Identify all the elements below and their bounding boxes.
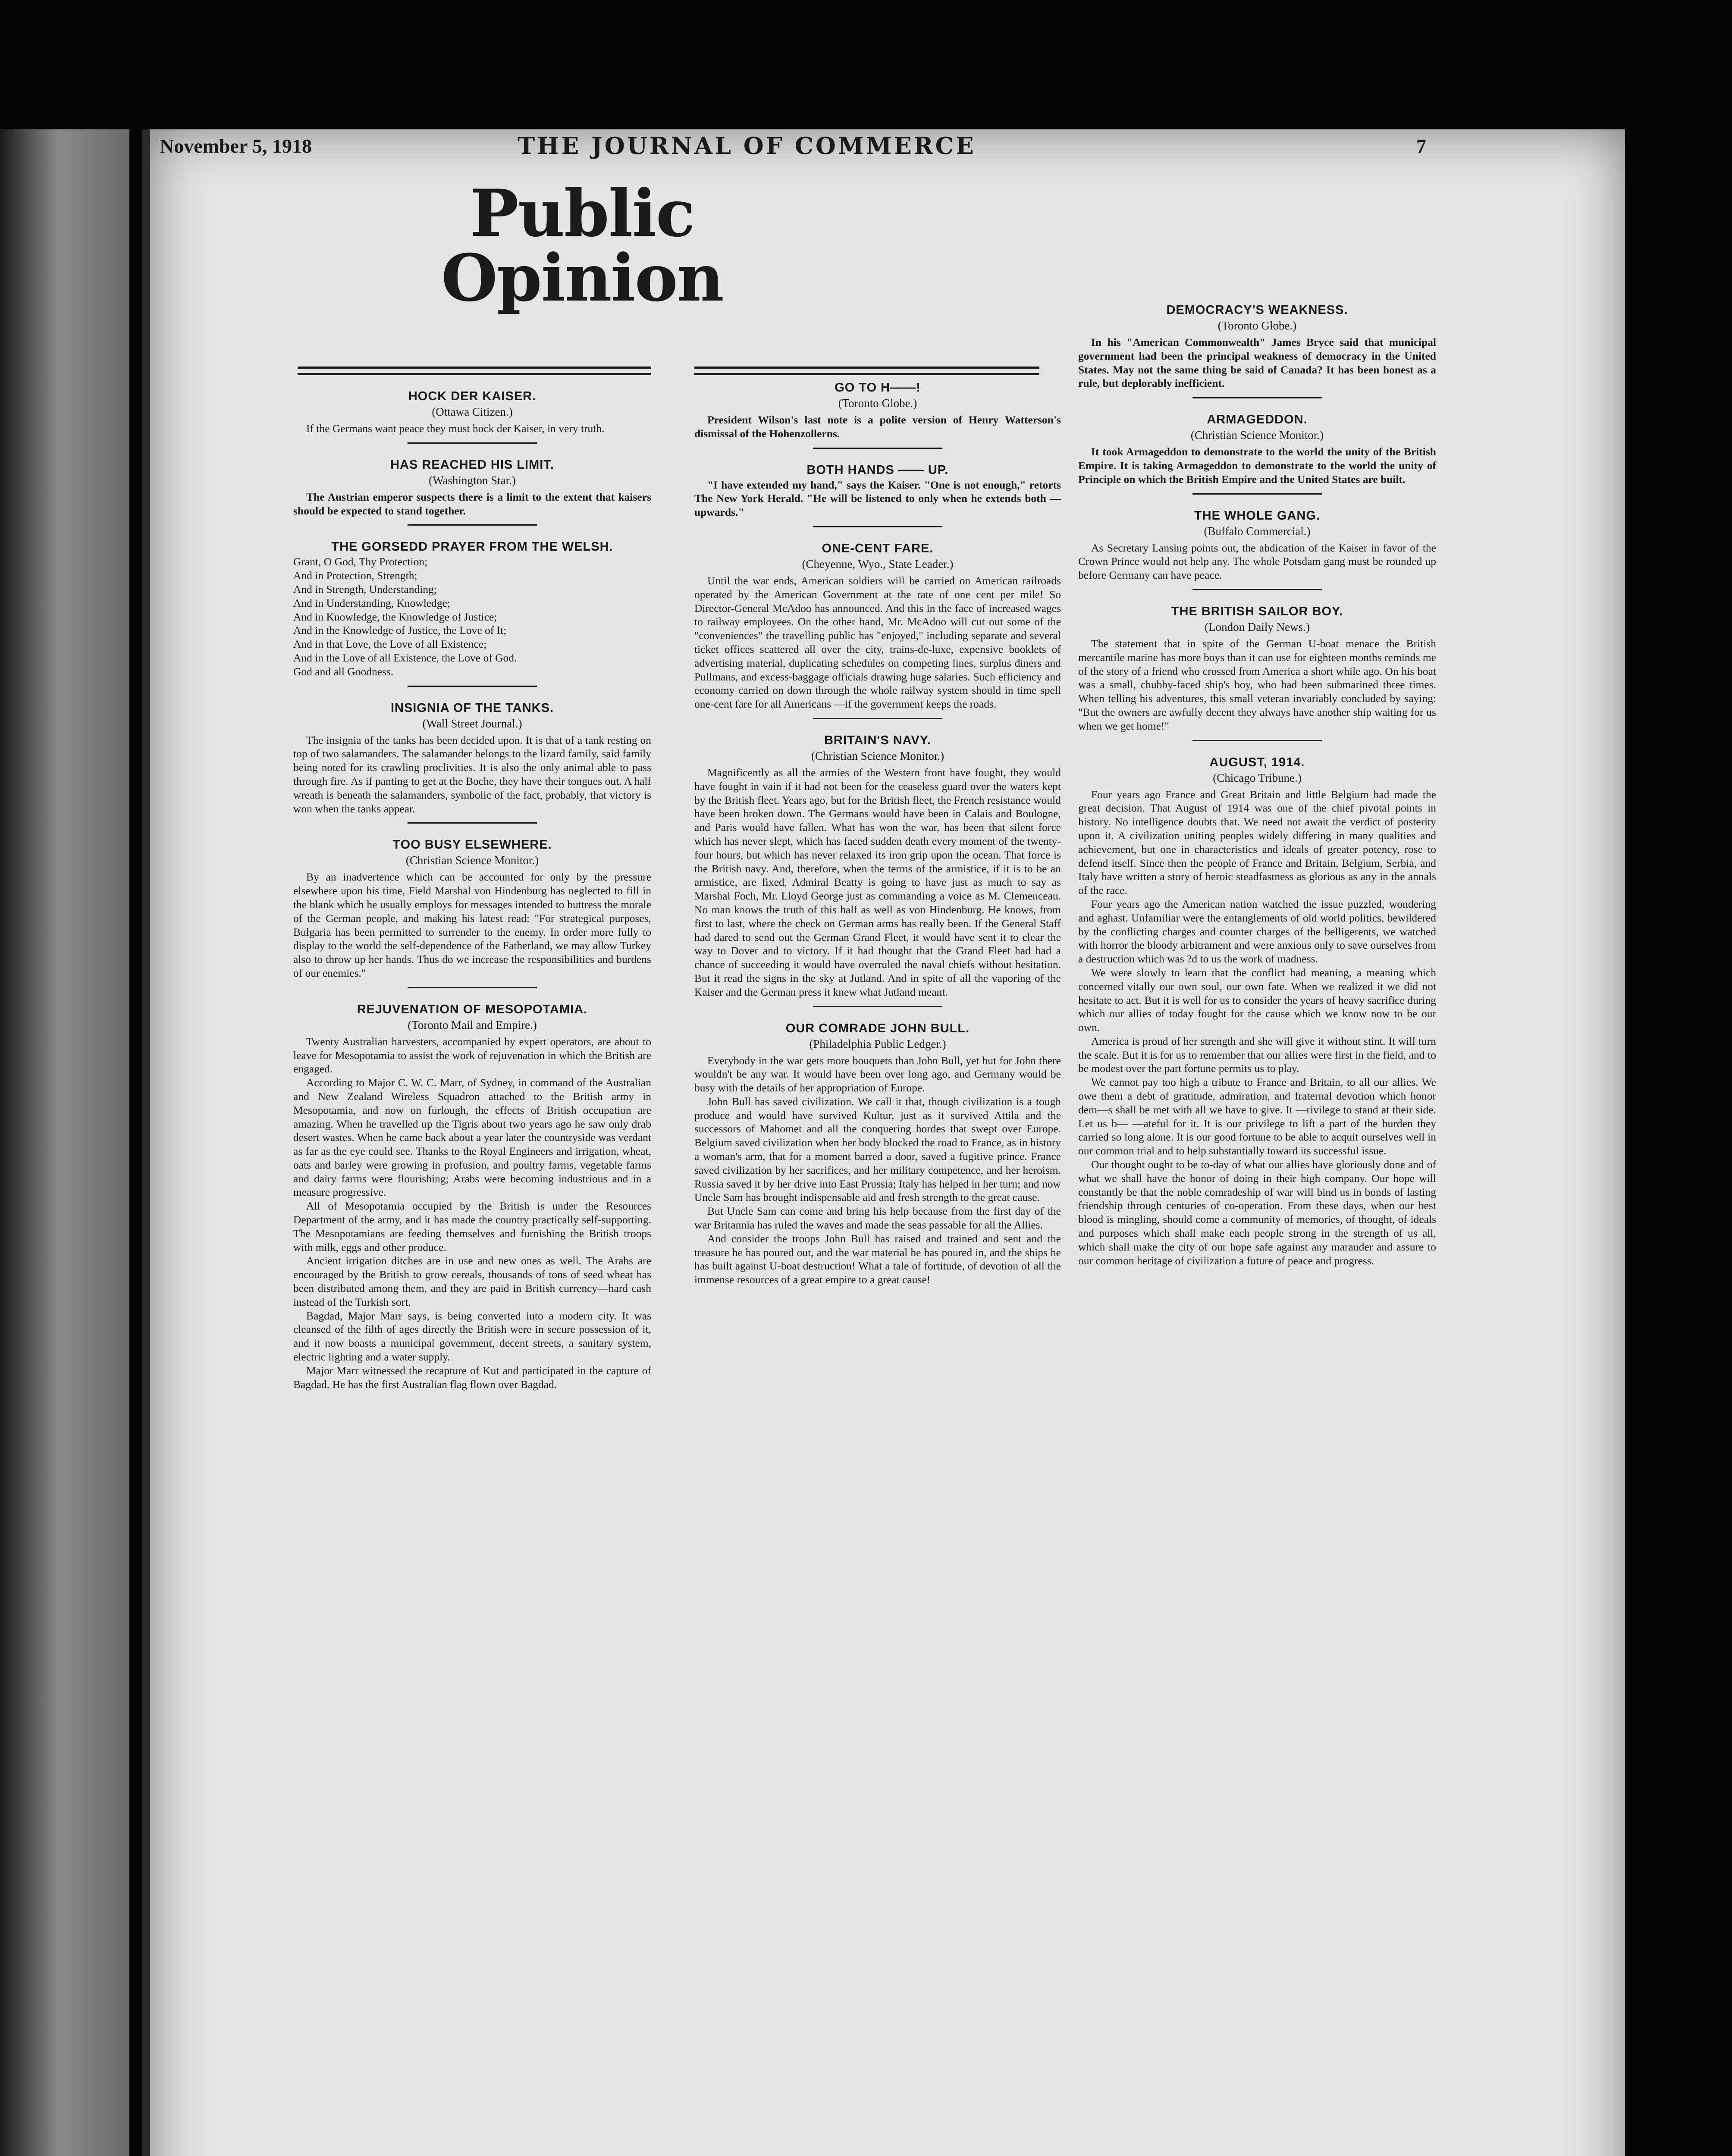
- article-title: BRITAIN'S NAVY.: [824, 733, 931, 747]
- article-paragraph: John Bull has saved civilization. We call it that, though civilization is a tough produce and would have survived Kultur, just as it survived Attila and the successors of Mahomet and all the conquering hordes that swept over Europe. Belgium saved civilization when her body blocked the road to France, as in history a woman's arm, that for a moment barred a door, saved a fugitive prince. France saved civilization by her sacrifices, and her military competence, and her heroism. Russia saved it by her drive into East Prussia; Italy has helped in her turn; and now Uncle Sam has brought indispensable aid and fresh strength to the great cause.: [694, 1095, 1061, 1204]
- article-body: [694, 574, 1061, 711]
- article-paragraph: But Uncle Sam can come and bring his help because from the first day of the war Britannia has ruled the waves and made the seas passable for all the Allies.: [694, 1205, 1061, 1232]
- article-source: (Chicago Tribune.): [1213, 771, 1302, 784]
- article-divider: [408, 686, 537, 687]
- article-divider: [408, 524, 537, 526]
- page-number: 7: [1416, 135, 1426, 157]
- journal-title: THE JOURNAL OF COMMERCE: [518, 132, 976, 160]
- article-paragraph: "I have extended my hand," says the Kaiser. "One is not enough," retorts The New York Herald. "He will be listened to only when he extends both —upwards.": [694, 478, 1061, 519]
- article-body: [1078, 335, 1436, 390]
- article-source: (London Daily News.): [1205, 620, 1310, 633]
- article-paragraph: Ancient irrigation ditches are in use and new ones as well. The Arabs are encouraged by the British to grow cereals, thousands of tons of seed wheat has been distributed among them, and they are paid in British currency—hard cash instead of the Turkish sort.: [293, 1254, 651, 1308]
- article-title: ONE-CENT FARE.: [822, 541, 934, 555]
- verse-line: And in that Love, the Love of all Existence;: [293, 638, 487, 651]
- article-paragraph: Everybody in the war gets more bouquets than John Bull, yet but for John there wouldn't be any war. It would have been over long ago, and Germany would be busy with the details of her appropriation of Europe.: [694, 1054, 1061, 1094]
- article-source: (Christian Science Monitor.): [405, 854, 539, 867]
- article-title: TOO BUSY ELSEWHERE.: [392, 838, 552, 852]
- article: [1078, 411, 1436, 494]
- article-divider: [813, 448, 942, 449]
- article-source: (Washington Star.): [429, 473, 516, 487]
- verse-line: And in the Love of all Existence, the Love of God.: [293, 651, 517, 664]
- article-body: [1078, 637, 1436, 733]
- article: [1078, 603, 1436, 741]
- article-paragraph: The Austrian emperor suspects there is a limit to the extent that kaisers should be expected to stand together.: [293, 490, 651, 517]
- verse-line: And in Knowledge, the Knowledge of Justice;: [293, 610, 497, 623]
- verse-line: And in the Knowledge of Justice, the Love of It;: [293, 624, 507, 637]
- article: [293, 837, 651, 988]
- article-body: [1078, 541, 1436, 582]
- article-title: INSIGNIA OF THE TANKS.: [390, 701, 554, 715]
- article: [293, 1001, 651, 1391]
- article-body: [694, 413, 1061, 441]
- verse-line: And in Understanding, Knowledge;: [293, 596, 451, 609]
- article-paragraph: If the Germans want peace they must hock der Kaiser, in very truth.: [306, 422, 605, 435]
- article: [1078, 302, 1436, 398]
- article-title: HAS REACHED HIS LIMIT.: [390, 458, 554, 472]
- article-title: THE WHOLE GANG.: [1194, 508, 1321, 523]
- article-paragraph: Bagdad, Major Marr says, is being converted into a modern city. It was cleansed of the filth of ages directly the British were in secure possession of it, and it now boasts a municipal government, decent streets, a sanitary system, electric lighting and a water supply.: [293, 1309, 651, 1363]
- article-title: BOTH HANDS —— UP.: [806, 463, 949, 477]
- article: [694, 1020, 1061, 1287]
- article: [293, 388, 651, 444]
- article-paragraph: We cannot pay too high a tribute to France and Britain, to all our allies. We owe them a debt of gratitude, admiration, and fraternal devotion which honor dem—s shall be met with all we have to give. It —rivilege to stand at their side. Let us b— —ateful for it. It is our privilege to lift a part of the burden they carried so long alone. It is our good fortune to be able to acquit ourselves well in our common trial and to help substantially toward its successful issue.: [1078, 1076, 1436, 1157]
- verse-line: And in Strength, Understanding;: [293, 583, 437, 595]
- article-paragraph: Four years ago the American nation watched the issue puzzled, wondering and aghast. Unfamiliar were the entanglements of old world politics, bewildered by the conflicting charges and counter charges of the belligerents, we watched with horror the bloody arbitrament and were anxious only to save ourselves from a destruction which was ?d to us the work of madness.: [1078, 897, 1436, 965]
- article-source: (Buffalo Commercial.): [1204, 524, 1311, 538]
- article-title: THE BRITISH SAILOR BOY.: [1171, 604, 1343, 618]
- article-divider: [1192, 397, 1322, 398]
- article-paragraph: And consider the troops John Bull has raised and trained and sent and the treasure he has poured out, and the war material he has poured in, and the ships he has built against U-boat destruction! What a tale of fortitude, of devotion of all the immense resources of a great empire to a great cause!: [694, 1232, 1061, 1286]
- article-source: (Philadelphia Public Ledger.): [809, 1037, 946, 1050]
- article-paragraph: Twenty Australian harvesters, accompanied by expert operators, are about to leave for Mesopotamia to assist the work of rejuvenation in which the British are engaged.: [293, 1035, 651, 1075]
- article-body: [694, 478, 1061, 519]
- article: [694, 540, 1061, 719]
- column-3: [1078, 302, 1436, 1280]
- article-paragraph: Our thought ought to be to-day of what our allies have gloriously done and of what we shall have the honor of doing in their high company. Our hope will constantly be that the noble comradeship of war will bind us in bonds of lasting friendship through centuries of co-operation. From these days, when our best blood is mingling, should come a community of memories, of thought, of ideals and purposes which shall make each people strong in the strength of us all, which shall make the city of our hope safe against any marauder and assure to our common heritage of civilization a future of peace and progress.: [1078, 1158, 1436, 1267]
- article-title: ARMAGEDDON.: [1207, 413, 1308, 427]
- article-paragraph: Magnificently as all the armies of the Western front have fought, they would have fought in vain if it had not been for the ceaseless guard over the waters kept by the British fleet. Years ago, but for the British fleet, the French resistance would have been broken down. The Germans would have been in Calais and Boulogne, and Paris would have fallen. What has won the war, has been that silent force which has never slept, which has faced sudden death every moment of the twenty-four hours, but which has never relaxed its iron grip upon the ocean. That force is the British navy. And, therefore, when the terms of the armistice, if it is to be an armistice, are fixed, Admiral Beatty is going to have just as much to say as Marshal Foch, Mr. Lloyd George just as commanding a voice as M. Clemenceau. No man knows the truth of this half as well as von Hindenburg. He knows, from first to last, where the check on German arms has really been. If the General Staff had dared to send out the German Grand Fleet, it would have sent it to clear the way to Dover and to victory. If it had thought that the Grand Fleet had had a chance of succeeding it would have overruled the naval chiefs without hesitation. But it read the signs in the sky at Jutland. And in spite of all the vaporing of the Kaiser and the German press it knew what Jutland meant.: [694, 766, 1061, 998]
- article-paragraph: Major Marr witnessed the recapture of Kut and participated in the capture of Bagdad. He has the first Australian flag flown over Bagdad.: [293, 1364, 651, 1391]
- article-paragraph: According to Major C. W. C. Marr, of Sydney, in command of the Australian and New Zealand Wireless Squadron attached to the British army in Mesopotamia, and now on furlough, the effects of British occupation are amazing. When he travelled up the Tigris about two years ago he saw only drab desert wastes. When he came back about a year later the countryside was verdant as far as the eye could see. Thanks to the Royal Engineers and irrigation, wheat, oats and barley were growing in profusion, and poultry farms, vegetable farms and dairy farms were flourishing; Arabs were becoming industrious and in a measure progressive.: [293, 1076, 651, 1199]
- article-divider: [1192, 589, 1322, 590]
- article-body: [293, 490, 651, 518]
- article: [1078, 754, 1436, 1268]
- article-source: (Christian Science Monitor.): [811, 749, 944, 762]
- article-divider: [813, 526, 942, 527]
- column-1: [293, 388, 651, 1404]
- article-source: (Ottawa Citizen.): [432, 405, 513, 418]
- article-paragraph: The insignia of the tanks has been decided upon. It is that of a tank resting on top of two salamanders. The salamander belongs to the lizard family, said family being noted for its crawling proclivities. It is also the only animal able to pass through fire. As if panting to get at the Boche, they have their tongues out. A half wreath is beneath the salamanders, symbolic of the fact, probably, that victory is won when the tanks appear.: [293, 733, 651, 815]
- article-title: REJUVENATION OF MESOPOTAMIA.: [357, 1002, 588, 1016]
- article-paragraph: All of Mesopotamia occupied by the British is under the Resources Department of the army, and it has made the country practically self-supporting. The Mesopotamians are feeding themselves and furnishing the British troops with milk, eggs and other produce.: [293, 1200, 651, 1253]
- article-paragraph: We were slowly to learn that the conflict had meaning, a meaning which concerned vitally our own soul, our own fate. When we realized it we did not hesitate to act. But it is well for us to consider the years of heavy sacrifice during which our allies of today fought for the cause which we know now to be our own.: [1078, 966, 1436, 1034]
- article-divider: [408, 987, 537, 988]
- article-paragraph: Four years ago France and Great Britain and little Belgium had made the great decision. That August of 1914 was one of the chief pivotal points in history. No intelligence doubts that. We need not await the verdict of posterity upon it. A civilization uniting peoples widely differing in many qualities and achievement, but one in characteristics and ideals of greater potency, rose to defend itself. Since then the people of France and Britain, Belgium, Serbia, and Italy have written a story of heroic steadfastness as glorious as any in the annals of the race.: [1078, 788, 1436, 897]
- article-source: (Toronto Mail and Empire.): [408, 1018, 537, 1031]
- article-paragraph: Until the war ends, American soldiers will be carried on American railroads operated by the American Government at the rate of one cent per mile! So Director-General McAdoo has announced. And this in the face of increased wages to railway employees. On the other hand, Mr. McAdoo will cut out some of the "conveniences" the travelling public has "enjoyed," including separate and several ticket offices scattered all over the city, trains-de-luxe, expensive booklets of advertising material, duplicating schedules on competing lines, surplus diners and Pullmans, and excess-baggage officials drawing huge salaries. Such efficiency and economy carried on down through the whole railway system should in time spell one-cent fare for all Americans —if the government keeps the roads.: [694, 574, 1061, 711]
- article-body: [1078, 788, 1436, 1268]
- article-title: OUR COMRADE JOHN BULL.: [785, 1021, 970, 1035]
- section-title: Public Opinion: [441, 175, 723, 316]
- article-paragraph: As Secretary Lansing points out, the abdication of the Kaiser in favor of the Crown Prince would not help any. The whole Potsdam gang must be rounded up before Germany can have peace.: [1078, 541, 1436, 582]
- article: [293, 457, 651, 526]
- column-2: [694, 379, 1061, 1300]
- article-divider: [1192, 493, 1322, 495]
- article-source: (Toronto Globe.): [838, 397, 917, 410]
- masthead-rule-middle: [694, 367, 1039, 375]
- article-body: [293, 422, 651, 436]
- issue-date: November 5, 1918: [160, 135, 312, 157]
- article-paragraph: It took Armageddon to demonstrate to the world the unity of the British Empire. It is taking Armageddon to demonstrate to the world the unity of Principle on which the British Empire and the United States are built.: [1078, 445, 1436, 486]
- article-source: (Wall Street Journal.): [422, 717, 522, 730]
- article-body: [694, 1054, 1061, 1287]
- article-divider: [1192, 740, 1322, 741]
- article-source: (Toronto Globe.): [1217, 319, 1297, 332]
- article-source: (Cheyenne, Wyo., State Leader.): [802, 557, 954, 570]
- article-title: HOCK DER KAISER.: [408, 389, 537, 403]
- article: [293, 700, 651, 824]
- article: [293, 539, 651, 686]
- article-body: [1078, 445, 1436, 486]
- article-divider: [408, 442, 537, 444]
- article-paragraph: By an inadvertence which can be accounted for only by the pressure elsewhere upon his time, Field Marshal von Hindenburg has neglected to fill in the blank which he usually employs for messages intended to buttress the morale of the German people, and making his latest read: "For strategical purposes, Bulgaria has been permitted to surrender to the enemy. In order more fully to display to the world the self-dependence of the Fatherland, we may allow Turkey also to throw up her hands. Thus do we increase the responsibilities and burdens of our enemies.": [293, 871, 651, 979]
- article-paragraph: America is proud of her strength and she will give it without stint. It will turn the scale. But it is for us to remember that our allies were first in the field, and to be modest over the part fortune permits us to play.: [1078, 1034, 1436, 1075]
- masthead-rule-left: [298, 367, 651, 375]
- article-paragraph: In his "American Commonwealth" James Bryce said that municipal government had been the principal weakness of democracy in the United States. May not the same thing be said of Canada? It has been honest as a rule, but deplorably inefficient.: [1078, 336, 1436, 390]
- article-paragraph: The statement that in spite of the German U-boat menace the British mercantile marine has more boys than it can use for eighteen months reminds me of the story of a friend who crossed from America a short while ago. On his boat was a small, chubby-faced ship's boy, who had been submarined three times. When telling his adventures, this small veteran invariably concluded by saying: "But the owners are awfully decent they always have another ship waiting for us when we get home!": [1078, 637, 1436, 732]
- article-body: [694, 766, 1061, 999]
- article-divider: [813, 718, 942, 719]
- article-body: [293, 555, 651, 678]
- article-source: (Christian Science Monitor.): [1190, 429, 1324, 442]
- article-divider: [813, 1006, 942, 1007]
- article: [694, 462, 1061, 527]
- article-title: GO TO H——!: [835, 381, 921, 395]
- verse-line: God and all Goodness.: [293, 665, 394, 678]
- article-paragraph: President Wilson's last note is a polite version of Henry Watterson's dismissal of the Hohenzollerns.: [694, 414, 1061, 440]
- article-divider: [408, 822, 537, 824]
- verse-line: And in Protection, Strength;: [293, 569, 417, 582]
- article-title: DEMOCRACY'S WEAKNESS.: [1166, 303, 1348, 317]
- article-body: [293, 733, 651, 816]
- article-title: AUGUST, 1914.: [1209, 755, 1305, 769]
- article-body: [293, 870, 651, 980]
- article-title: THE GORSEDD PRAYER FROM THE WELSH.: [331, 540, 613, 554]
- article-body: [293, 1035, 651, 1391]
- article: [694, 732, 1061, 1007]
- facing-page-edge: [0, 129, 129, 2156]
- article: [694, 379, 1061, 449]
- article: [1078, 508, 1436, 590]
- verse-line: Grant, O God, Thy Protection;: [293, 555, 428, 568]
